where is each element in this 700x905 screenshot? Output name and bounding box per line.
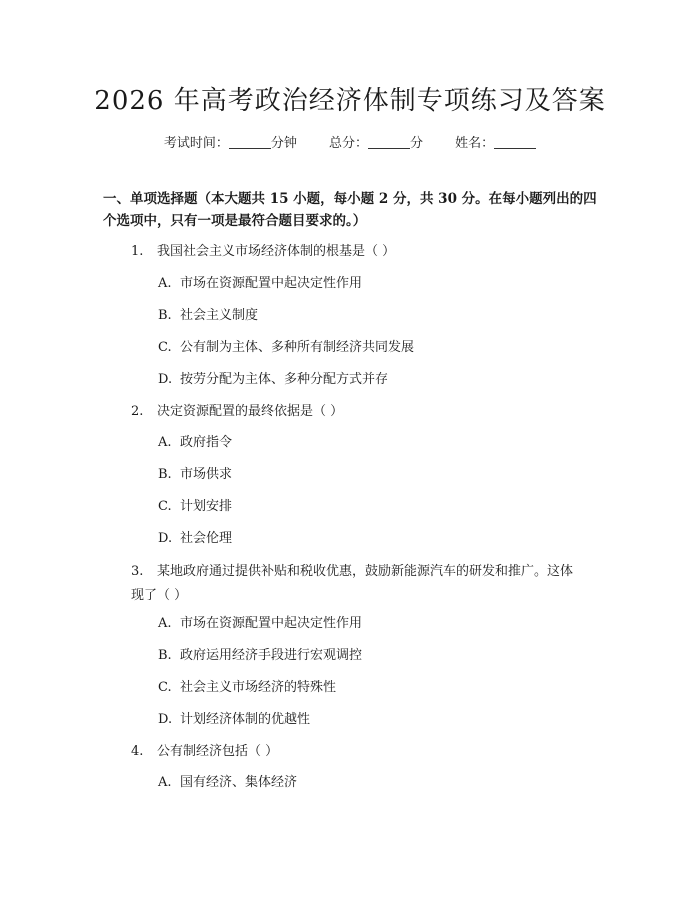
option-letter: C. — [158, 340, 172, 355]
option-text: 政府指令 — [180, 435, 233, 450]
option-text: 社会主义制度 — [180, 308, 259, 323]
name-field — [455, 132, 536, 151]
exam-time-field — [164, 132, 297, 151]
option-text: 按劳分配为主体、多种分配方式并存 — [180, 372, 389, 387]
question-3-option-d — [158, 710, 310, 730]
question-3-option-a — [158, 614, 362, 634]
exam-time-blank — [229, 136, 271, 149]
question-number: 3. — [131, 564, 144, 579]
question-2-option-a — [158, 433, 232, 453]
option-text: 计划经济体制的优越性 — [180, 712, 311, 727]
option-letter: A. — [158, 435, 172, 450]
total-score-field — [329, 132, 423, 151]
option-letter: C. — [158, 680, 172, 695]
option-text: 国有经济、集体经济 — [180, 775, 298, 790]
option-text: 市场供求 — [180, 467, 233, 482]
total-score-blank — [368, 136, 410, 149]
option-letter: B. — [158, 308, 172, 323]
option-letter: A. — [158, 775, 172, 790]
question-3-option-b — [158, 646, 362, 666]
question-1-option-d — [158, 370, 388, 390]
name-blank — [494, 136, 536, 149]
option-letter: A. — [158, 616, 172, 631]
question-1 — [131, 240, 601, 264]
question-3 — [131, 560, 581, 608]
option-text: 市场在资源配置中起决定性作用 — [180, 616, 363, 631]
option-letter: A. — [158, 276, 172, 291]
option-letter: C. — [158, 499, 172, 514]
question-text: 公有制经济包括（ ） — [157, 744, 279, 759]
exam-time-unit: 分钟 — [270, 136, 297, 151]
question-1-option-a — [158, 274, 362, 294]
exam-info-line — [0, 132, 700, 151]
option-letter: D. — [158, 712, 173, 727]
question-2 — [131, 400, 601, 424]
question-text: 我国社会主义市场经济体制的根基是（ ） — [157, 244, 396, 259]
question-number: 2. — [131, 404, 144, 419]
option-text: 市场在资源配置中起决定性作用 — [180, 276, 363, 291]
section-header: 一、单项选择题（本大题共 15 小题，每小题 2 分，共 30 分。在每小题列出的四个选项中，只有一项是最符合题目要求的。） — [103, 191, 597, 229]
option-text: 计划安排 — [180, 499, 233, 514]
option-letter: B. — [158, 467, 172, 482]
question-text: 决定资源配置的最终依据是（ ） — [157, 404, 344, 419]
option-text: 政府运用经济手段进行宏观调控 — [180, 648, 363, 663]
total-score-label: 总分： — [328, 136, 368, 151]
question-3-option-c — [158, 678, 336, 698]
question-2-option-d — [158, 529, 232, 549]
question-2-option-b — [158, 465, 232, 485]
question-4-option-a — [158, 773, 297, 793]
name-label: 姓名： — [455, 136, 495, 151]
option-text: 公有制为主体、多种所有制经济共同发展 — [180, 340, 415, 355]
option-letter: D. — [158, 531, 173, 546]
question-number: 1. — [131, 244, 144, 259]
exam-time-label: 考试时间： — [163, 136, 229, 151]
question-1-option-c — [158, 338, 414, 358]
question-2-option-c — [158, 497, 232, 517]
option-letter: B. — [158, 648, 172, 663]
question-number: 4. — [131, 744, 144, 759]
option-letter: D. — [158, 372, 173, 387]
question-4 — [131, 740, 601, 764]
question-1-option-b — [158, 306, 258, 326]
option-text: 社会主义市场经济的特殊性 — [180, 680, 337, 695]
total-score-unit: 分 — [410, 136, 424, 151]
document-title: 2026 年高考政治经济体制专项练习及答案 — [94, 86, 606, 116]
option-text: 社会伦理 — [180, 531, 233, 546]
question-text: 某地政府通过提供补贴和税收优惠，鼓励新能源汽车的研发和推广。这体现了（ ） — [131, 564, 574, 603]
